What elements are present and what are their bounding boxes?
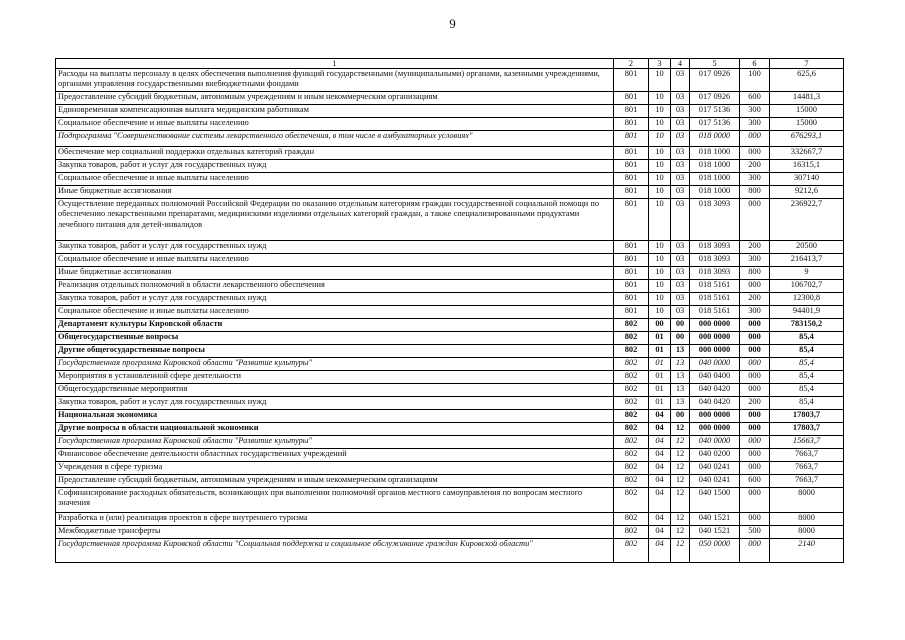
row-code-subsection: 13 [671,358,690,371]
row-code-subsection: 03 [671,147,690,160]
row-code-department: 802 [614,513,649,526]
row-name: Национальная экономика [56,410,614,423]
row-amount: 20500 [770,241,844,254]
row-name: Другие общегосударственные вопросы [56,345,614,358]
row-code-target: 018 3093 [690,199,740,241]
row-code-subsection: 12 [671,526,690,539]
row-code-department: 801 [614,280,649,293]
row-code-expense-type: 000 [740,319,770,332]
budget-table [55,58,844,563]
row-code-department: 801 [614,118,649,131]
row-amount: 15000 [770,118,844,131]
row-code-expense-type: 000 [740,332,770,345]
row-code-target: 018 1000 [690,186,740,199]
row-code-department: 802 [614,410,649,423]
row-code-expense-type: 200 [740,241,770,254]
column-header: 7 [770,59,844,69]
row-code-section: 01 [649,332,671,345]
row-code-department: 802 [614,449,649,462]
table-row [56,131,844,147]
row-code-target: 000 0000 [690,410,740,423]
row-amount: 9212,6 [770,186,844,199]
row-name: Учреждения в сфере туризма [56,462,614,475]
row-code-section: 10 [649,147,671,160]
row-code-target: 040 1521 [690,526,740,539]
row-code-subsection: 03 [671,293,690,306]
table-row [56,332,844,345]
row-code-target: 018 1000 [690,147,740,160]
row-code-department: 802 [614,371,649,384]
row-name: Социальное обеспечение и иные выплаты населению [56,254,614,267]
row-code-target: 050 0000 [690,539,740,563]
row-code-target: 017 0926 [690,69,740,92]
table-row [56,92,844,105]
row-amount: 216413,7 [770,254,844,267]
row-code-target: 000 0000 [690,423,740,436]
row-code-section: 01 [649,397,671,410]
row-code-expense-type: 000 [740,410,770,423]
row-amount: 2140 [770,539,844,563]
row-amount: 8000 [770,488,844,513]
row-code-department: 801 [614,147,649,160]
table-row [56,462,844,475]
row-code-target: 017 5136 [690,105,740,118]
table-row [56,513,844,526]
row-amount: 7663,7 [770,462,844,475]
row-name: Софинансирование расходных обязательств, возникающих при выполнении полномочий органов местного самоуправления по вопросам местного значения [56,488,614,513]
row-code-subsection: 00 [671,332,690,345]
table-row [56,241,844,254]
row-code-subsection: 03 [671,254,690,267]
row-code-department: 801 [614,293,649,306]
row-code-department: 802 [614,384,649,397]
table-row [56,306,844,319]
row-code-section: 10 [649,241,671,254]
row-name: Осуществление переданных полномочий Российской Федерации по оказанию отдельным категориям граждан государственной социальной помощи по обеспечению лекарственными препаратами, медицинскими изделиями отдельных категорий граждан, а также специализированными продуктами лечебного питания для детей-инвалидов [56,199,614,241]
row-code-expense-type: 000 [740,199,770,241]
row-code-target: 000 0000 [690,332,740,345]
row-code-section: 10 [649,199,671,241]
row-code-expense-type: 000 [740,371,770,384]
row-code-expense-type: 200 [740,293,770,306]
row-name: Социальное обеспечение и иные выплаты населению [56,173,614,186]
row-amount: 676293,1 [770,131,844,147]
row-code-department: 801 [614,131,649,147]
row-code-section: 04 [649,436,671,449]
row-code-section: 10 [649,118,671,131]
row-amount: 94401,9 [770,306,844,319]
row-code-expense-type: 200 [740,397,770,410]
row-amount: 106702,7 [770,280,844,293]
row-code-expense-type: 300 [740,173,770,186]
row-code-expense-type: 600 [740,475,770,488]
row-amount: 85,4 [770,345,844,358]
row-code-department: 802 [614,397,649,410]
table-row [56,173,844,186]
row-amount: 236922,7 [770,199,844,241]
row-code-target: 040 0400 [690,371,740,384]
row-code-target: 018 5161 [690,293,740,306]
row-amount: 7663,7 [770,475,844,488]
column-header: 3 [649,59,671,69]
row-code-section: 04 [649,423,671,436]
row-code-section: 10 [649,173,671,186]
row-code-subsection: 13 [671,384,690,397]
row-code-section: 00 [649,319,671,332]
row-code-expense-type: 000 [740,358,770,371]
row-name: Общегосударственные мероприятия [56,384,614,397]
table-row [56,358,844,371]
row-code-expense-type: 000 [740,345,770,358]
table-row [56,254,844,267]
row-code-subsection: 03 [671,173,690,186]
row-code-department: 802 [614,345,649,358]
table-row [56,436,844,449]
row-code-department: 802 [614,539,649,563]
row-amount: 85,4 [770,332,844,345]
column-header: 5 [690,59,740,69]
row-code-target: 040 0241 [690,462,740,475]
row-name: Социальное обеспечение и иные выплаты населению [56,306,614,319]
row-code-expense-type: 300 [740,306,770,319]
row-amount: 85,4 [770,384,844,397]
table-row [56,539,844,563]
row-code-department: 801 [614,267,649,280]
table-row [56,186,844,199]
row-code-target: 018 1000 [690,173,740,186]
row-name: Социальное обеспечение и иные выплаты населению [56,118,614,131]
row-code-expense-type: 000 [740,384,770,397]
row-name: Другие вопросы в области национальной экономики [56,423,614,436]
row-code-section: 10 [649,280,671,293]
row-code-subsection: 03 [671,131,690,147]
row-amount: 16315,1 [770,160,844,173]
row-code-expense-type: 300 [740,118,770,131]
row-code-expense-type: 000 [740,131,770,147]
row-code-department: 802 [614,475,649,488]
row-code-section: 04 [649,513,671,526]
row-name: Закупка товаров, работ и услуг для государственных нужд [56,241,614,254]
row-code-subsection: 13 [671,371,690,384]
row-code-section: 01 [649,345,671,358]
row-amount: 15663,7 [770,436,844,449]
row-name: Финансовое обеспечение деятельности областных государственных учреждений [56,449,614,462]
row-name: Реализация отдельных полномочий в области лекарственного обеспечения [56,280,614,293]
row-code-expense-type: 000 [740,147,770,160]
row-code-department: 802 [614,319,649,332]
table-row [56,118,844,131]
row-code-section: 04 [649,475,671,488]
row-code-section: 01 [649,384,671,397]
row-code-section: 04 [649,449,671,462]
row-code-department: 801 [614,306,649,319]
column-header: 2 [614,59,649,69]
row-code-department: 801 [614,241,649,254]
row-name: Единовременная компенсационная выплата медицинским работникам [56,105,614,118]
table-row [56,384,844,397]
row-name: Закупка товаров, работ и услуг для государственных нужд [56,293,614,306]
row-code-section: 10 [649,92,671,105]
row-amount: 332667,7 [770,147,844,160]
row-name: Иные бюджетные ассигнования [56,186,614,199]
row-code-expense-type: 300 [740,105,770,118]
row-code-subsection: 12 [671,539,690,563]
row-code-subsection: 03 [671,92,690,105]
row-code-target: 040 1500 [690,488,740,513]
row-code-department: 802 [614,462,649,475]
row-code-section: 10 [649,293,671,306]
row-code-target: 018 5161 [690,280,740,293]
row-name: Подпрограмма "Совершенствование системы лекарственного обеспечения, в том числе в амбулаторных условиях" [56,131,614,147]
row-code-target: 040 0241 [690,475,740,488]
row-name: Предоставление субсидий бюджетным, автономным учреждениям и иным некоммерческим организациям [56,92,614,105]
row-code-target: 017 5136 [690,118,740,131]
row-code-subsection: 12 [671,475,690,488]
row-name: Расходы на выплаты персоналу в целях обеспечения выполнения функций государственными (муниципальными) органами, казенными учреждениями, органами управления государственными внебюджетными фондами [56,69,614,92]
row-code-department: 802 [614,423,649,436]
row-code-expense-type: 000 [740,423,770,436]
row-code-target: 018 0000 [690,131,740,147]
row-code-target: 018 3093 [690,241,740,254]
row-code-section: 10 [649,131,671,147]
row-name: Государственная программа Кировской области "Развитие культуры" [56,358,614,371]
row-code-target: 040 0000 [690,358,740,371]
row-code-department: 801 [614,254,649,267]
row-code-expense-type: 600 [740,92,770,105]
row-code-expense-type: 000 [740,539,770,563]
row-code-subsection: 03 [671,105,690,118]
row-code-subsection: 03 [671,199,690,241]
row-amount: 7663,7 [770,449,844,462]
row-name: Разработка и (или) реализация проектов в сфере внутреннего туризма [56,513,614,526]
column-number-row [56,59,844,69]
row-name: Обеспечение мер социальной поддержки отдельных категорий граждан [56,147,614,160]
row-code-section: 10 [649,186,671,199]
table-row [56,280,844,293]
column-header: 6 [740,59,770,69]
row-code-subsection: 12 [671,436,690,449]
row-name: Закупка товаров, работ и услуг для государственных нужд [56,397,614,410]
row-code-expense-type: 000 [740,449,770,462]
row-amount: 783150,2 [770,319,844,332]
row-code-expense-type: 800 [740,186,770,199]
row-code-subsection: 03 [671,306,690,319]
row-amount: 12300,8 [770,293,844,306]
table-row [56,160,844,173]
row-amount: 85,4 [770,371,844,384]
table-row [56,345,844,358]
row-name: Закупка товаров, работ и услуг для государственных нужд [56,160,614,173]
row-code-subsection: 03 [671,280,690,293]
row-code-section: 10 [649,254,671,267]
row-code-target: 000 0000 [690,319,740,332]
row-amount: 85,4 [770,358,844,371]
row-code-subsection: 13 [671,345,690,358]
row-name: Государственная программа Кировской области "Социальная поддержка и социальное обслуживание граждан Кировской области" [56,539,614,563]
row-code-department: 802 [614,332,649,345]
row-code-department: 801 [614,186,649,199]
row-code-subsection: 00 [671,410,690,423]
row-code-subsection: 03 [671,160,690,173]
row-code-section: 10 [649,160,671,173]
row-code-target: 000 0000 [690,345,740,358]
table-row [56,69,844,92]
row-code-department: 802 [614,488,649,513]
row-code-section: 04 [649,526,671,539]
row-code-department: 802 [614,526,649,539]
table-row [56,475,844,488]
row-code-section: 01 [649,358,671,371]
row-code-subsection: 03 [671,186,690,199]
row-name: Общегосударственные вопросы [56,332,614,345]
row-code-subsection: 12 [671,449,690,462]
row-code-section: 04 [649,410,671,423]
table-row [56,319,844,332]
row-code-expense-type: 300 [740,254,770,267]
row-code-department: 802 [614,436,649,449]
row-code-expense-type: 000 [740,280,770,293]
row-code-target: 040 0200 [690,449,740,462]
column-header: 4 [671,59,690,69]
row-code-target: 040 0420 [690,384,740,397]
row-name: Департамент культуры Кировской области [56,319,614,332]
table-row [56,410,844,423]
row-code-section: 04 [649,488,671,513]
row-code-subsection: 03 [671,118,690,131]
table-row [56,397,844,410]
row-amount: 8000 [770,526,844,539]
row-amount: 14481,3 [770,92,844,105]
row-code-expense-type: 500 [740,526,770,539]
row-code-section: 10 [649,267,671,280]
row-name: Предоставление субсидий бюджетным, автономным учреждениям и иным некоммерческим организациям [56,475,614,488]
table-row [56,371,844,384]
row-code-expense-type: 000 [740,462,770,475]
table-row [56,147,844,160]
row-code-section: 04 [649,539,671,563]
column-header: 1 [56,59,614,69]
row-code-subsection: 12 [671,513,690,526]
table-row [56,105,844,118]
row-code-target: 040 0420 [690,397,740,410]
row-code-department: 801 [614,105,649,118]
row-code-subsection: 12 [671,462,690,475]
row-code-target: 018 3093 [690,267,740,280]
row-amount: 15000 [770,105,844,118]
row-code-department: 802 [614,358,649,371]
row-code-expense-type: 800 [740,267,770,280]
row-code-subsection: 13 [671,397,690,410]
table-row [56,293,844,306]
table-row [56,423,844,436]
row-code-expense-type: 000 [740,436,770,449]
row-code-target: 040 1521 [690,513,740,526]
table-row [56,199,844,241]
row-code-target: 017 0926 [690,92,740,105]
row-code-section: 10 [649,306,671,319]
row-amount: 17803,7 [770,423,844,436]
row-code-subsection: 12 [671,488,690,513]
row-code-section: 04 [649,462,671,475]
table-row [56,526,844,539]
table-row [56,267,844,280]
row-code-expense-type: 000 [740,488,770,513]
row-name: Межбюджетные трансферты [56,526,614,539]
row-code-subsection: 00 [671,319,690,332]
row-code-target: 040 0000 [690,436,740,449]
row-code-expense-type: 000 [740,513,770,526]
row-code-subsection: 03 [671,69,690,92]
table-row [56,449,844,462]
row-code-expense-type: 100 [740,69,770,92]
row-code-subsection: 03 [671,241,690,254]
page-number: 9 [449,16,456,31]
row-code-target: 018 1000 [690,160,740,173]
row-code-section: 10 [649,105,671,118]
row-name: Иные бюджетные ассигнования [56,267,614,280]
row-amount: 9 [770,267,844,280]
row-code-subsection: 03 [671,267,690,280]
row-amount: 625,6 [770,69,844,92]
row-code-department: 801 [614,173,649,186]
row-code-department: 801 [614,92,649,105]
row-code-section: 01 [649,371,671,384]
row-code-section: 10 [649,69,671,92]
row-amount: 85,4 [770,397,844,410]
row-name: Мероприятия в установленной сфере деятельности [56,371,614,384]
row-code-department: 801 [614,199,649,241]
row-code-target: 018 5161 [690,306,740,319]
row-code-target: 018 3093 [690,254,740,267]
row-code-expense-type: 200 [740,160,770,173]
row-code-department: 801 [614,160,649,173]
row-code-subsection: 12 [671,423,690,436]
row-amount: 307140 [770,173,844,186]
table-row [56,488,844,513]
row-code-department: 801 [614,69,649,92]
row-amount: 17803,7 [770,410,844,423]
row-name: Государственная программа Кировской области "Развитие культуры" [56,436,614,449]
row-amount: 8000 [770,513,844,526]
